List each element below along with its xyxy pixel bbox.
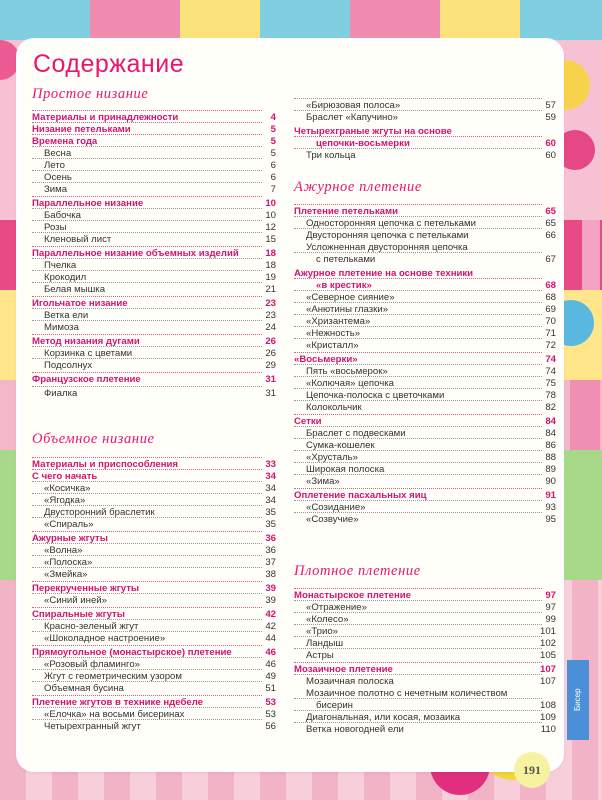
- toc-page-number: 110: [540, 724, 556, 735]
- toc-page-number: 86: [545, 440, 556, 451]
- toc-page-number: 36: [265, 533, 276, 544]
- toc-page-number: 38: [265, 569, 276, 580]
- leader-dots: [32, 270, 262, 271]
- toc-label: Ажурное плетение на основе техники: [294, 268, 474, 279]
- toc-page-number: 46: [265, 647, 276, 658]
- leader-dots: [32, 308, 262, 309]
- toc-label: Лето: [44, 160, 65, 171]
- toc-page-number: 34: [265, 495, 276, 506]
- toc-label: Объемная бусина: [44, 683, 124, 694]
- toc-label: «Созидание»: [306, 502, 366, 513]
- toc-page-number: 5: [270, 148, 276, 159]
- toc-label: «Отражение»: [306, 602, 367, 613]
- leader-dots: [294, 488, 542, 489]
- leader-dots: [294, 612, 542, 613]
- toc-page-number: 35: [265, 519, 276, 530]
- toc-page-number: 23: [265, 310, 276, 321]
- leader-dots: [32, 296, 262, 297]
- toc-label: Пчелка: [44, 260, 77, 271]
- toc-label: Объемное низание: [32, 431, 155, 447]
- toc-page-number: 44: [265, 633, 276, 644]
- toc-page-number: 31: [265, 374, 276, 385]
- toc-label: Корзинка с цветами: [44, 348, 133, 359]
- leader-dots: [294, 400, 542, 401]
- leader-dots: [294, 674, 542, 675]
- toc-page-number: 97: [545, 602, 556, 613]
- toc-label: «Хрусталь»: [306, 452, 359, 463]
- leader-dots: [32, 220, 262, 221]
- toc-page-number: 84: [545, 416, 556, 427]
- toc-label: Фиалка: [44, 388, 78, 399]
- toc-label: «Шоколадное настроение»: [44, 633, 166, 644]
- toc-page-number: 4: [270, 112, 276, 123]
- toc-page-number: 65: [545, 218, 556, 229]
- leader-dots: [294, 462, 542, 463]
- toc-label: Диагональная, или косая, мозаика: [306, 712, 461, 723]
- toc-label: «Синий иней»: [44, 595, 107, 606]
- leader-dots: [32, 707, 262, 708]
- leader-dots: [294, 314, 542, 315]
- toc-page-number: 46: [265, 659, 276, 670]
- toc-page-number: 66: [545, 230, 556, 241]
- toc-label: «Нежность»: [306, 328, 361, 339]
- toc-page-number: 12: [265, 222, 276, 233]
- toc-page-number: 6: [270, 172, 276, 183]
- toc-label: Красно-зеленый жгут: [44, 621, 139, 632]
- toc-page-number: 108: [539, 700, 556, 711]
- toc-page-number: 5: [270, 136, 276, 147]
- leader-dots: [32, 657, 262, 658]
- toc-label: Двусторонняя цепочка с петельками: [306, 230, 469, 241]
- toc-page-number: 78: [545, 390, 556, 401]
- leader-dots: [32, 110, 262, 111]
- toc-label: Белая мышка: [44, 284, 106, 295]
- contents-list: [20, 42, 560, 768]
- leader-dots: [294, 474, 542, 475]
- toc-page-number: 26: [265, 348, 276, 359]
- leader-dots: [294, 148, 542, 149]
- toc-page-number: 19: [265, 272, 276, 283]
- toc-label: «Восьмерки»: [294, 354, 358, 365]
- toc-page-number: 23: [265, 298, 276, 309]
- leader-dots: [32, 457, 262, 458]
- leader-dots: [294, 376, 542, 377]
- leader-dots: [294, 216, 542, 217]
- toc-label: Метод низания дугами: [32, 336, 140, 347]
- leader-dots: [32, 182, 262, 183]
- leader-dots: [294, 136, 542, 137]
- toc-page-number: 49: [265, 671, 276, 682]
- toc-label: Браслет с подвесками: [306, 428, 406, 439]
- toc-label: «Косичка»: [44, 483, 91, 494]
- leader-dots: [32, 146, 262, 147]
- toc-page-number: 26: [265, 336, 276, 347]
- leader-dots: [294, 600, 542, 601]
- toc-page-number: 18: [265, 248, 276, 259]
- leader-dots: [32, 481, 262, 482]
- toc-page-number: 24: [265, 322, 276, 333]
- toc-label: Сумка-кошелек: [306, 440, 375, 451]
- toc-page-number: 7: [270, 184, 276, 195]
- leader-dots: [294, 352, 542, 353]
- contents-panel: [20, 42, 560, 768]
- toc-page-number: 39: [265, 595, 276, 606]
- toc-label: Колокольчик: [306, 402, 362, 413]
- toc-label: «Ягодка»: [44, 495, 86, 506]
- toc-label: Перекрученные жгуты: [32, 583, 140, 594]
- leader-dots: [294, 648, 542, 649]
- leader-dots: [32, 619, 262, 620]
- toc-label: Мозаичное плетение: [294, 664, 393, 675]
- leader-dots: [32, 469, 262, 470]
- toc-page-number: 93: [545, 502, 556, 513]
- toc-page-number: 107: [539, 676, 556, 687]
- leader-dots: [32, 645, 262, 646]
- leader-dots: [32, 134, 262, 135]
- toc-page-number: 42: [265, 621, 276, 632]
- leader-dots: [32, 631, 262, 632]
- toc-page-number: 39: [265, 583, 276, 594]
- page-number: 191: [514, 752, 550, 788]
- toc-page-number: 69: [545, 304, 556, 315]
- toc-label: Браслет «Капучино»: [306, 112, 399, 123]
- toc-label: Ландыш: [306, 638, 344, 649]
- leader-dots: [294, 500, 542, 501]
- leader-dots: [294, 698, 542, 699]
- leader-dots: [32, 372, 262, 373]
- toc-label: «Трио»: [306, 626, 339, 637]
- leader-dots: [32, 346, 262, 347]
- toc-page-number: 51: [265, 683, 276, 694]
- toc-label: Осень: [44, 172, 72, 183]
- toc-label: Ветка новогодней ели: [306, 724, 404, 735]
- toc-label: Цепочка-полоска с цветочками: [306, 390, 445, 401]
- toc-label: Оплетение пасхальных яиц: [294, 490, 427, 501]
- toc-page-number: 90: [545, 476, 556, 487]
- leader-dots: [32, 567, 262, 568]
- leader-dots: [32, 555, 262, 556]
- toc-page-number: 71: [545, 328, 556, 339]
- leader-dots: [32, 282, 262, 283]
- leader-dots: [294, 278, 542, 279]
- leader-dots: [32, 196, 262, 197]
- toc-label: «Колесо»: [306, 614, 349, 625]
- leader-dots: [32, 505, 262, 506]
- toc-label: Ажурное плетение: [294, 179, 422, 195]
- toc-label: Усложненная двусторонняя цепочка: [306, 242, 468, 253]
- toc-label: Широкая полоска: [306, 464, 385, 475]
- leader-dots: [294, 388, 542, 389]
- toc-page-number: 29: [265, 360, 276, 371]
- toc-label: цепочки-восьмерки: [316, 138, 410, 149]
- toc-label: Бабочка: [44, 210, 81, 221]
- leader-dots: [294, 252, 542, 253]
- toc-label: Двусторонний браслетик: [44, 507, 155, 518]
- leader-dots: [32, 232, 262, 233]
- toc-page-number: 53: [265, 697, 276, 708]
- toc-page-number: 53: [265, 709, 276, 720]
- leader-dots: [294, 364, 542, 365]
- toc-label: Четырехгранный жгут: [44, 721, 141, 732]
- toc-page-number: 99: [545, 614, 556, 625]
- toc-label: Французское плетение: [32, 374, 141, 385]
- leader-dots: [294, 588, 542, 589]
- leader-dots: [32, 246, 262, 247]
- toc-page-number: 74: [545, 354, 556, 365]
- leader-dots: [294, 722, 542, 723]
- leader-dots: [294, 326, 542, 327]
- toc-page-number: 70: [545, 316, 556, 327]
- toc-label: Три кольца: [306, 150, 356, 161]
- leader-dots: [32, 719, 262, 720]
- toc-label: Материалы и приспособления: [32, 459, 178, 470]
- toc-label: Жгут с геометрическим узором: [44, 671, 182, 682]
- toc-label: Низание петельками: [32, 124, 131, 135]
- toc-page-number: 5: [270, 124, 276, 135]
- toc-page-number: 68: [545, 280, 556, 291]
- toc-label: Зима: [44, 184, 68, 195]
- toc-page-number: 56: [265, 721, 276, 732]
- toc-page-number: 33: [265, 459, 276, 470]
- toc-page-number: 60: [545, 150, 556, 161]
- leader-dots: [32, 386, 262, 387]
- leader-dots: [294, 662, 542, 663]
- leader-dots: [32, 695, 262, 696]
- leader-dots: [294, 512, 542, 513]
- leader-dots: [294, 414, 542, 415]
- toc-label: Прямоугольное (монастырское) плетение: [32, 647, 232, 658]
- leader-dots: [32, 170, 262, 171]
- side-tab: Бисер: [567, 660, 589, 740]
- toc-label: «Зима»: [306, 476, 340, 487]
- toc-page-number: 31: [265, 388, 276, 399]
- toc-label: «в крестик»: [316, 280, 372, 291]
- leader-dots: [32, 320, 262, 321]
- toc-page-number: 109: [539, 712, 556, 723]
- toc-label: Крокодил: [44, 272, 87, 283]
- toc-label: Мимоза: [44, 322, 79, 333]
- toc-label: «Змейка»: [44, 569, 88, 580]
- leader-dots: [32, 334, 262, 335]
- leader-dots: [294, 438, 542, 439]
- toc-page-number: 95: [545, 514, 556, 525]
- toc-page-number: 72: [545, 340, 556, 351]
- toc-label: Кленовый лист: [44, 234, 112, 245]
- page-title: Содержание: [33, 50, 185, 78]
- toc-page-number: 37: [265, 557, 276, 568]
- toc-label: «Полоска»: [44, 557, 93, 568]
- leader-dots: [32, 669, 262, 670]
- leader-dots: [294, 302, 542, 303]
- leader-dots: [294, 636, 542, 637]
- leader-dots: [294, 450, 542, 451]
- toc-page-number: 74: [545, 366, 556, 377]
- toc-page-number: 65: [545, 206, 556, 217]
- leader-dots: [32, 517, 262, 518]
- toc-label: «Елочка» на восьми бисеринах: [44, 709, 185, 720]
- toc-page-number: 89: [545, 464, 556, 475]
- toc-label: «Кристалл»: [306, 340, 359, 351]
- leader-dots: [32, 607, 262, 608]
- toc-page-number: 57: [545, 100, 556, 111]
- toc-label: Ветка ели: [44, 310, 89, 321]
- toc-page-number: 18: [265, 260, 276, 271]
- toc-label: «Колючая» цепочка: [306, 378, 394, 389]
- leader-dots: [32, 593, 262, 594]
- toc-label: Весна: [44, 148, 72, 159]
- toc-label: «Хризантема»: [306, 316, 371, 327]
- toc-label: «Спираль»: [44, 519, 94, 530]
- toc-label: Монастырское плетение: [294, 590, 411, 601]
- toc-label: Времена года: [32, 136, 98, 147]
- toc-label: «Северное сияние»: [306, 292, 395, 303]
- leader-dots: [294, 228, 542, 229]
- toc-label: Плетение жгутов в технике ндебеле: [32, 697, 204, 708]
- toc-label: Сетки: [294, 416, 322, 427]
- toc-page-number: 91: [545, 490, 556, 501]
- toc-page-number: 21: [265, 284, 276, 295]
- toc-label: Параллельное низание: [32, 198, 144, 209]
- toc-label: С чего начать: [32, 471, 98, 482]
- toc-page-number: 10: [265, 198, 276, 209]
- leader-dots: [32, 258, 262, 259]
- toc-label: «Созвучие»: [306, 514, 359, 525]
- leader-dots: [32, 531, 262, 532]
- toc-page-number: 105: [539, 650, 556, 661]
- leader-dots: [294, 290, 542, 291]
- toc-page-number: 6: [270, 160, 276, 171]
- toc-label: Плотное плетение: [294, 563, 421, 579]
- toc-label: Параллельное низание объемных изделий: [32, 248, 239, 259]
- toc-page-number: 36: [265, 545, 276, 556]
- toc-label: «Волна»: [44, 545, 83, 556]
- leader-dots: [32, 208, 262, 209]
- leader-dots: [32, 543, 262, 544]
- toc-label: Материалы и принадлежности: [32, 112, 179, 123]
- leader-dots: [294, 338, 542, 339]
- toc-page-number: 88: [545, 452, 556, 463]
- leader-dots: [294, 426, 542, 427]
- leader-dots: [32, 681, 262, 682]
- toc-label: Игольчатое низание: [32, 298, 128, 309]
- toc-page-number: 84: [545, 428, 556, 439]
- toc-label: «Анютины глазки»: [306, 304, 389, 315]
- leader-dots: [294, 624, 542, 625]
- toc-page-number: 101: [539, 626, 556, 637]
- toc-page-number: 59: [545, 112, 556, 123]
- toc-page-number: 68: [545, 292, 556, 303]
- toc-page-number: 75: [545, 378, 556, 389]
- toc-label: с петельками: [316, 254, 376, 265]
- leader-dots: [32, 358, 262, 359]
- toc-label: Спиральные жгуты: [32, 609, 125, 620]
- toc-label: Мозаичная полоска: [306, 676, 394, 687]
- toc-page-number: 67: [545, 254, 556, 265]
- toc-page-number: 107: [539, 664, 556, 675]
- leader-dots: [32, 581, 262, 582]
- leader-dots: [294, 98, 542, 99]
- toc-label: «Бирюзовая полоса»: [306, 100, 401, 111]
- toc-page-number: 10: [265, 210, 276, 221]
- toc-label: Ажурные жгуты: [32, 533, 108, 544]
- toc-label: Пять «восьмерок»: [306, 366, 388, 377]
- toc-label: Подсолнух: [44, 360, 93, 371]
- toc-page-number: 60: [545, 138, 556, 149]
- toc-page-number: 102: [539, 638, 556, 649]
- leader-dots: [32, 158, 262, 159]
- toc-label: бисерин: [316, 700, 353, 711]
- toc-page-number: 15: [265, 234, 276, 245]
- toc-page-number: 82: [545, 402, 556, 413]
- toc-page-number: 34: [265, 483, 276, 494]
- toc-page-number: 42: [265, 609, 276, 620]
- toc-page-number: 97: [545, 590, 556, 601]
- toc-label: Мозаичное полотно с нечетным количеством: [306, 688, 508, 699]
- leader-dots: [32, 493, 262, 494]
- toc-label: Плетение петельками: [294, 206, 398, 217]
- leader-dots: [32, 122, 262, 123]
- leader-dots: [294, 110, 542, 111]
- toc-label: Астры: [306, 650, 334, 661]
- toc-label: Розы: [44, 222, 67, 233]
- leader-dots: [294, 710, 542, 711]
- toc-label: Четырехграные жгуты на основе: [294, 126, 452, 137]
- toc-label: «Розовый фламинго»: [44, 659, 141, 670]
- toc-page-number: 35: [265, 507, 276, 518]
- toc-label: Простое низание: [32, 86, 149, 102]
- toc-page-number: 34: [265, 471, 276, 482]
- leader-dots: [294, 204, 542, 205]
- toc-label: Односторонняя цепочка с петельками: [306, 218, 476, 229]
